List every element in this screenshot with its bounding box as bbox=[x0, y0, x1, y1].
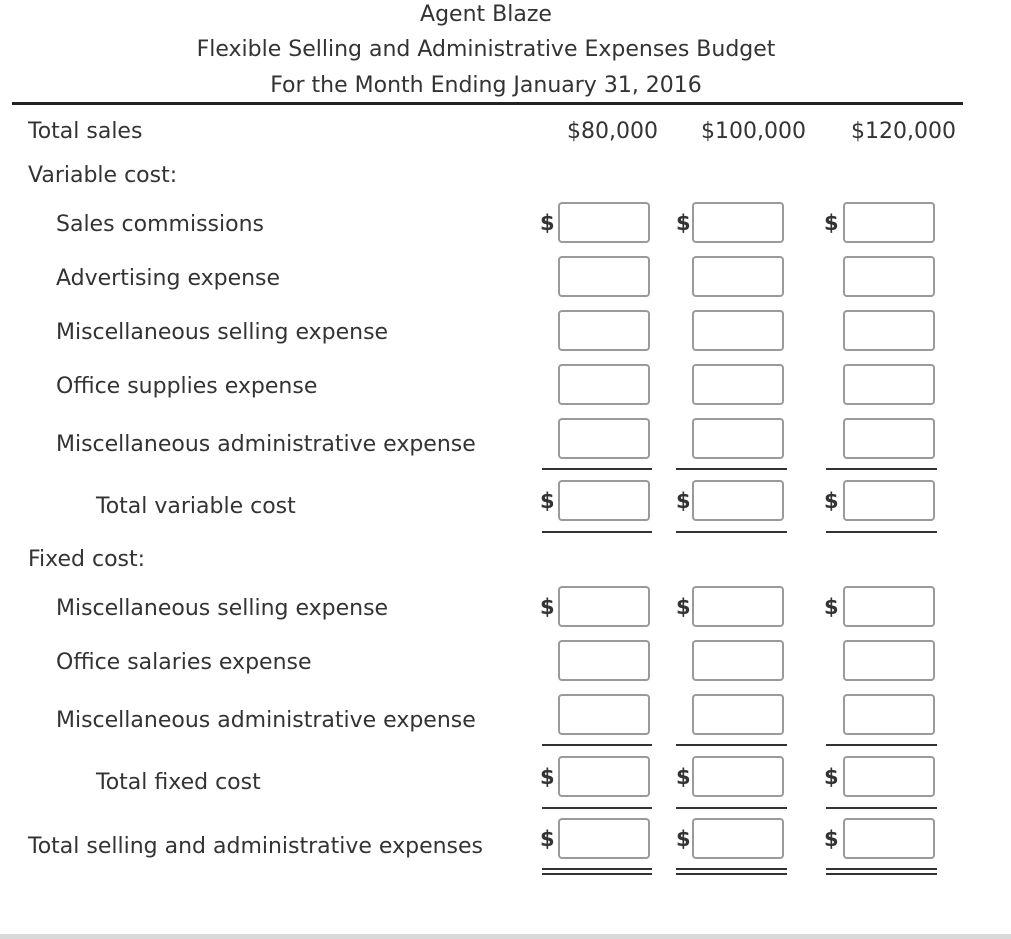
dollar-sign: $ bbox=[824, 827, 839, 851]
label-misc-selling-fixed: Miscellaneous selling expense bbox=[56, 596, 389, 621]
advertising-expense-input-80000[interactable] bbox=[558, 256, 650, 297]
dollar-sign: $ bbox=[540, 211, 555, 235]
dollar-sign: $ bbox=[676, 211, 691, 235]
office-supplies-input-120000[interactable] bbox=[843, 364, 935, 405]
dollar-sign: $ bbox=[824, 211, 839, 235]
misc-selling-fixed-input-80000[interactable] bbox=[558, 586, 650, 627]
total-fixed-cost-input-80000[interactable] bbox=[558, 756, 650, 797]
dollar-sign: $ bbox=[540, 489, 555, 513]
misc-admin-fixed-input-120000[interactable] bbox=[843, 694, 935, 735]
total-expenses-input-80000[interactable] bbox=[558, 818, 650, 859]
column-header-120000: $120,000 bbox=[851, 119, 956, 144]
misc-admin-variable-input-100000[interactable] bbox=[692, 418, 784, 459]
dollar-sign: $ bbox=[676, 489, 691, 513]
office-salaries-input-120000[interactable] bbox=[843, 640, 935, 681]
subtotal-rule bbox=[542, 468, 652, 470]
subtotal-rule bbox=[676, 744, 787, 746]
double-rule bbox=[676, 868, 787, 870]
label-office-salaries: Office salaries expense bbox=[56, 650, 312, 675]
dollar-sign: $ bbox=[824, 595, 839, 619]
dollar-sign: $ bbox=[824, 765, 839, 789]
subtotal-rule bbox=[676, 531, 787, 533]
label-total-sales: Total sales bbox=[28, 119, 143, 144]
dollar-sign: $ bbox=[676, 765, 691, 789]
office-supplies-input-80000[interactable] bbox=[558, 364, 650, 405]
header-rule bbox=[12, 102, 963, 105]
sales-commissions-input-100000[interactable] bbox=[692, 202, 784, 243]
sales-commissions-input-120000[interactable] bbox=[843, 202, 935, 243]
subtotal-rule bbox=[826, 468, 937, 470]
label-advertising-expense: Advertising expense bbox=[56, 266, 281, 291]
total-variable-cost-input-80000[interactable] bbox=[558, 480, 650, 521]
total-variable-cost-input-120000[interactable] bbox=[843, 480, 935, 521]
label-office-supplies: Office supplies expense bbox=[56, 374, 318, 399]
misc-admin-variable-input-120000[interactable] bbox=[843, 418, 935, 459]
double-rule bbox=[676, 873, 787, 875]
misc-admin-fixed-input-80000[interactable] bbox=[558, 694, 650, 735]
office-salaries-input-80000[interactable] bbox=[558, 640, 650, 681]
label-total-fixed-cost: Total fixed cost bbox=[96, 770, 261, 795]
double-rule bbox=[826, 873, 937, 875]
bottom-scroll-edge bbox=[0, 934, 1011, 939]
subtotal-rule bbox=[826, 531, 937, 533]
misc-selling-variable-input-120000[interactable] bbox=[843, 310, 935, 351]
total-fixed-cost-input-120000[interactable] bbox=[843, 756, 935, 797]
office-salaries-input-100000[interactable] bbox=[692, 640, 784, 681]
report-title: Flexible Selling and Administrative Expenses Budget bbox=[196, 37, 776, 62]
label-misc-admin-variable: Miscellaneous administrative expense bbox=[56, 432, 476, 457]
subtotal-rule bbox=[676, 468, 787, 470]
misc-selling-variable-input-80000[interactable] bbox=[558, 310, 650, 351]
label-fixed-cost: Fixed cost: bbox=[28, 547, 146, 572]
misc-selling-variable-input-100000[interactable] bbox=[692, 310, 784, 351]
company-name: Agent Blaze bbox=[420, 2, 552, 27]
dollar-sign: $ bbox=[824, 489, 839, 513]
label-total-expenses: Total selling and administrative expenses bbox=[28, 834, 484, 859]
label-variable-cost: Variable cost: bbox=[28, 163, 178, 188]
label-misc-admin-fixed: Miscellaneous administrative expense bbox=[56, 708, 476, 733]
double-rule bbox=[542, 868, 652, 870]
dollar-sign: $ bbox=[676, 595, 691, 619]
subtotal-rule bbox=[676, 807, 787, 809]
advertising-expense-input-120000[interactable] bbox=[843, 256, 935, 297]
subtotal-rule bbox=[826, 807, 937, 809]
misc-admin-variable-input-80000[interactable] bbox=[558, 418, 650, 459]
label-misc-selling-variable: Miscellaneous selling expense bbox=[56, 320, 389, 345]
dollar-sign: $ bbox=[676, 827, 691, 851]
total-expenses-input-100000[interactable] bbox=[692, 818, 784, 859]
subtotal-rule bbox=[542, 807, 652, 809]
column-header-100000: $100,000 bbox=[701, 119, 806, 144]
advertising-expense-input-100000[interactable] bbox=[692, 256, 784, 297]
double-rule bbox=[542, 873, 652, 875]
dollar-sign: $ bbox=[540, 765, 555, 789]
subtotal-rule bbox=[826, 744, 937, 746]
total-expenses-input-120000[interactable] bbox=[843, 818, 935, 859]
misc-selling-fixed-input-120000[interactable] bbox=[843, 586, 935, 627]
dollar-sign: $ bbox=[540, 827, 555, 851]
label-sales-commissions: Sales commissions bbox=[56, 212, 264, 237]
report-period: For the Month Ending January 31, 2016 bbox=[270, 73, 702, 98]
column-header-80000: $80,000 bbox=[567, 119, 658, 144]
office-supplies-input-100000[interactable] bbox=[692, 364, 784, 405]
subtotal-rule bbox=[542, 531, 652, 533]
double-rule bbox=[826, 868, 937, 870]
sales-commissions-input-80000[interactable] bbox=[558, 202, 650, 243]
subtotal-rule bbox=[542, 744, 652, 746]
label-total-variable-cost: Total variable cost bbox=[96, 494, 296, 519]
total-fixed-cost-input-100000[interactable] bbox=[692, 756, 784, 797]
dollar-sign: $ bbox=[540, 595, 555, 619]
total-variable-cost-input-100000[interactable] bbox=[692, 480, 784, 521]
misc-selling-fixed-input-100000[interactable] bbox=[692, 586, 784, 627]
misc-admin-fixed-input-100000[interactable] bbox=[692, 694, 784, 735]
